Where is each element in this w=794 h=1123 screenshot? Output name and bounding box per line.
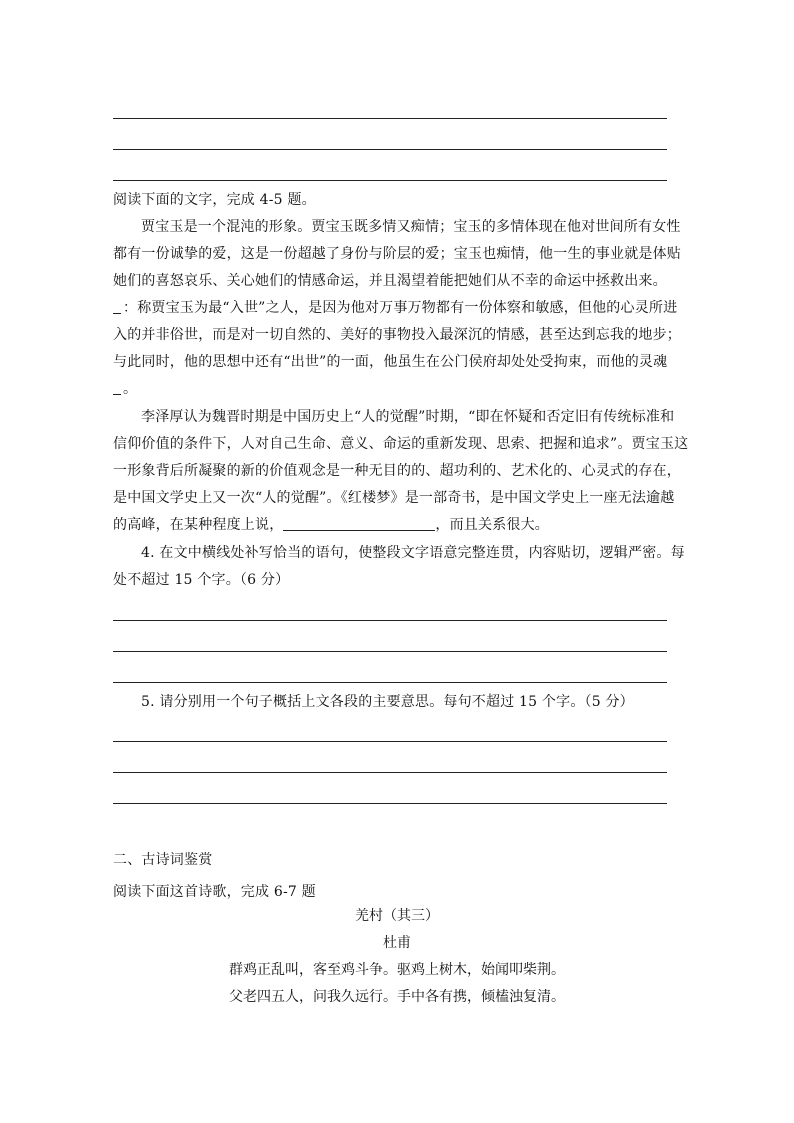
answer-line [113, 149, 667, 150]
poem-line: 群鸡正乱叫，客至鸡斗争。驱鸡上树木，始闻叩柴荆。 [229, 962, 565, 978]
para1-line: 与此同时，他的思想中还有“出世”的一面，他虽生在公门侯府却处处受拘束，而他的灵魂 [113, 354, 668, 370]
reading-intro: 阅读下面的文字，完成 4-5 题。 [113, 192, 316, 208]
answer-line[interactable] [113, 772, 667, 773]
para2-line: 信仰价值的条件下，人对自己生命、意义、命运的重新发现、思索、把握和追求”。贾宝玉这 [113, 436, 689, 452]
para2-line: 一形象背后所凝聚的新的价值观念是一种无目的的、超功利的、艺术化的、心灵式的存在， [113, 463, 681, 479]
fill-blank[interactable] [113, 380, 121, 395]
para2-text: ，而且关系很大。 [435, 517, 550, 533]
question-5: 5. 请分别用一个句子概括上文各段的主要意思。每句不超过 15 个字。（5 分） [141, 694, 634, 710]
answer-line[interactable] [113, 741, 667, 742]
para1-line: 都有一份诚挚的爱，这是一份超越了身份与阶层的爱；宝玉也痴情，他一生的事业就是体贴 [113, 246, 681, 262]
reading-intro: 阅读下面这首诗歌，完成 6-7 题 [113, 884, 316, 900]
para1-line: 她们的喜怒哀乐、关心她们的情感命运，并且渴望着能把她们从不幸的命运中拯救出来。 [113, 273, 667, 289]
para2-line: 李泽厚认为魏晋时期是中国历史上“人的觉醒”时期，“即在怀疑和否定旧有传统标准和 [141, 409, 675, 425]
para1-line: 贾宝玉是一个混沌的形象。贾宝玉既多情又痴情；宝玉的多情体现在他对世间所有女性 [141, 219, 681, 235]
answer-line[interactable] [113, 651, 667, 652]
section-heading: 二、古诗词鉴赏 [113, 852, 213, 868]
question-4-cont: 处不超过 15 个字。（6 分） [113, 572, 290, 588]
para1-text: ：称贾宝玉为最“入世”之人，是因为他对万事万物都有一份体察和敏感，但他的心灵所进 [123, 300, 678, 316]
para2-text: 的高峰，在某种程度上说， [113, 517, 284, 533]
question-4: 4. 在文中横线处补写恰当的语句，使整段文字语意完整连贯，内容贴切，逻辑严密。每 [141, 545, 685, 561]
poem-author: 杜甫 [383, 935, 411, 951]
answer-line[interactable] [113, 682, 667, 683]
answer-line [113, 180, 667, 181]
poem-title: 羌村（其三） [355, 908, 439, 924]
answer-line[interactable] [113, 803, 667, 804]
para1-line-with-blank [113, 298, 678, 318]
para2-line-with-blank [113, 515, 673, 535]
answer-line[interactable] [113, 620, 667, 621]
fill-blank[interactable] [113, 299, 121, 314]
para1-line-with-blank [113, 379, 673, 399]
fill-blank[interactable] [283, 516, 435, 531]
para2-line: 是中国文学史上又一次“人的觉醒”。《红楼梦》是一部奇书，是中国文学史上一座无法逾越 [113, 490, 675, 506]
para1-line: 入的并非俗世，而是对一切自然的、美好的事物投入最深沉的情感，甚至达到忘我的地步； [113, 327, 681, 343]
poem-line: 父老四五人，问我久远行。手中各有携，倾榼浊复清。 [229, 989, 565, 1005]
para1-text: 。 [123, 381, 138, 397]
answer-line [113, 118, 667, 119]
